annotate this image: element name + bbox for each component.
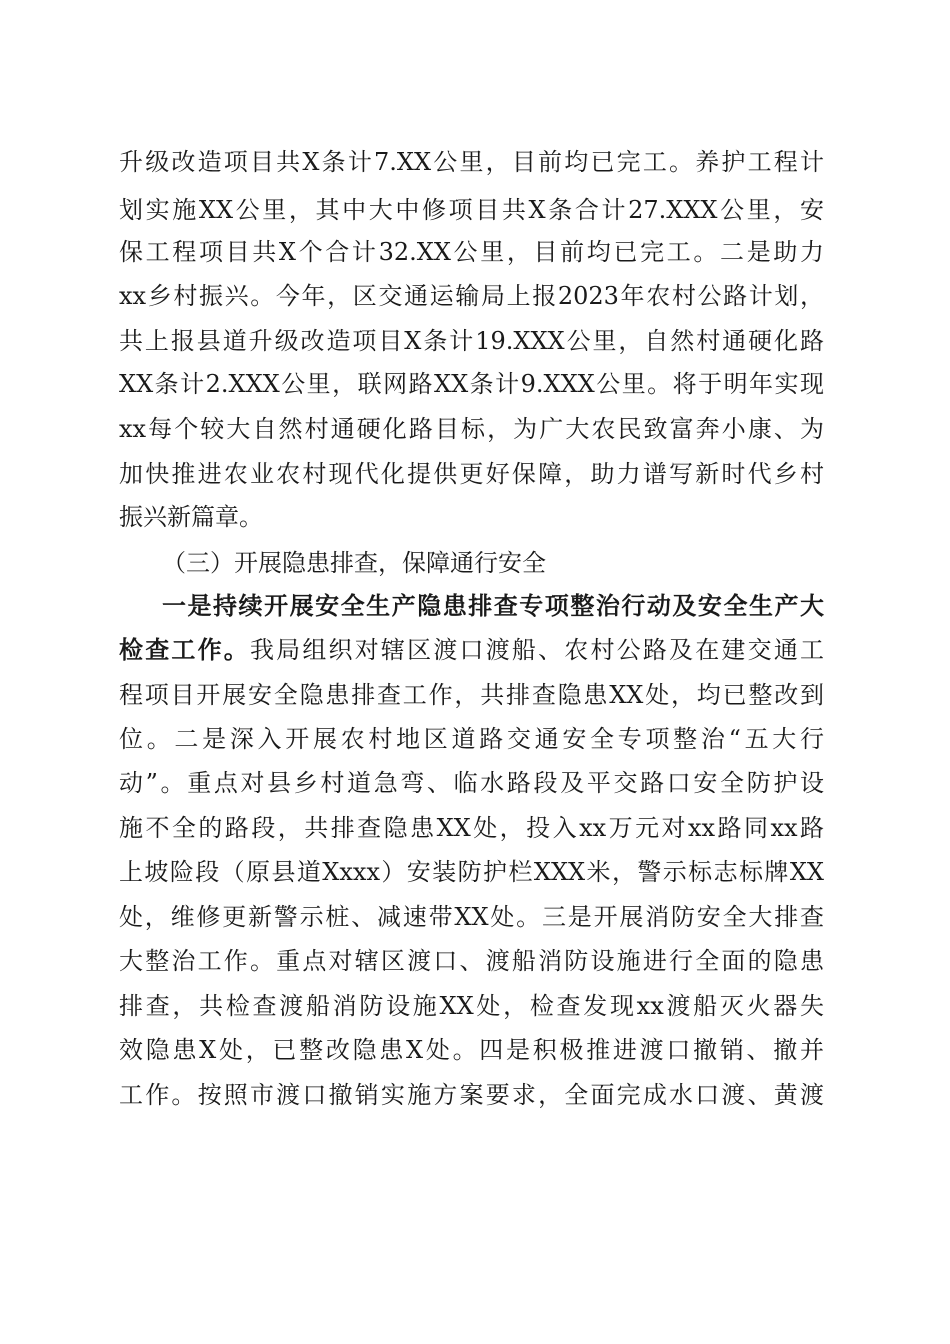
body-text: 我局组织对辖区渡口渡船、农村公路及在建交通工	[249, 636, 825, 664]
section-heading: （三）开展隐患排查，保障通行安全	[162, 549, 546, 577]
body-line: 振兴新篇章。	[119, 503, 263, 531]
body-line: 位。二是深入开展农村地区道路交通安全专项整治“五大行	[119, 725, 824, 753]
body-line: xx乡村振兴。今年，区交通运输局上报2023年农村公路计划，	[119, 282, 824, 310]
bold-lead-text: 检查工作。	[119, 635, 250, 664]
bold-lead-line: 一是持续开展安全生产隐患排查专项整治行动及安全生产大	[162, 591, 824, 620]
body-line: 处，维修更新警示桩、减速带XX处。三是开展消防安全大排查	[119, 903, 824, 931]
body-line: 加快推进农业农村现代化提供更好保障，助力谱写新时代乡村	[119, 460, 824, 488]
body-line: XX条计2.XXX公里，联网路XX条计9.XXX公里。将于明年实现	[119, 370, 824, 398]
body-line: 保工程项目共X个合计32.XX公里，目前均已完工。二是助力	[119, 238, 824, 266]
body-line: 共上报县道升级改造项目X条计19.XXX公里，自然村通硬化路	[119, 327, 824, 355]
body-line: 升级改造项目共X条计7.XX公里，目前均已完工。养护工程计	[119, 148, 824, 176]
body-line: 程项目开展安全隐患排查工作，共排查隐患XX处，均已整改到	[119, 681, 824, 709]
body-line: 效隐患X处，已整改隐患X处。四是积极推进渡口撤销、撤并	[119, 1036, 824, 1064]
body-line: xx每个较大自然村通硬化路目标，为广大农民致富奔小康、为	[119, 415, 824, 443]
body-line: 工作。按照市渡口撤销实施方案要求，全面完成水口渡、黄渡	[119, 1081, 824, 1109]
body-line: 排查，共检查渡船消防设施XX处，检查发现xx渡船灭火器失	[119, 992, 824, 1020]
body-line: 划实施XX公里，其中大中修项目共X条合计27.XXX公里，安	[119, 196, 824, 224]
body-line: 动”。重点对县乡村道急弯、临水路段及平交路口安全防护设	[119, 769, 824, 797]
body-line: 上坡险段（原县道Xxxx）安装防护栏XXX米，警示标志标牌XX	[119, 858, 824, 886]
mixed-line	[119, 630, 824, 670]
body-line: 大整治工作。重点对辖区渡口、渡船消防设施进行全面的隐患	[119, 947, 824, 975]
body-line: 施不全的路段，共排查隐患XX处，投入xx万元对xx路同xx路	[119, 814, 824, 842]
